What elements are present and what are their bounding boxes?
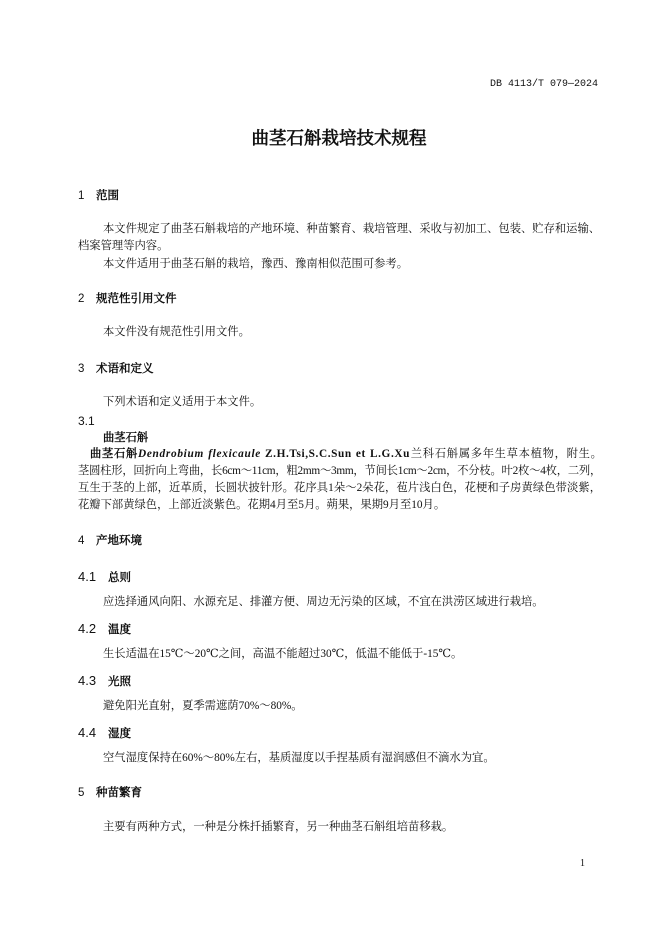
subsection-title: 光照 (108, 676, 131, 688)
section-title: 术语和定义 (96, 363, 154, 375)
paragraph-line: 空气湿度保持在60%～80%左右，基质湿度以手捏基质有湿润感但不滴水为宜。 (103, 752, 495, 764)
section-3-heading (78, 361, 154, 377)
section-5-heading (78, 785, 142, 801)
subsection-title: 总则 (108, 572, 131, 584)
latin-name: Dendrobium flexicaule (137, 448, 262, 460)
botanical-authority: Z.H.Tsi,S.C.Sun et L.G.Xu (265, 448, 411, 460)
subsection-number: 4.1 (78, 569, 97, 584)
section-title: 范围 (96, 190, 119, 202)
section-number: 4 (78, 535, 85, 547)
definition-term-ref: 曲茎石斛 (90, 448, 138, 460)
paragraph-line: 避免阳光直射，夏季需遮荫70%～80%。 (103, 700, 303, 712)
paragraph-line: 下列术语和定义适用于本文件。 (103, 396, 262, 408)
page-number: 1 (580, 858, 585, 869)
paragraph-line: 本文件没有规范性引用文件。 (103, 326, 250, 338)
section-4-heading (78, 533, 142, 549)
term-name: 曲茎石斛 (103, 432, 149, 444)
subsection-4-4-heading (78, 725, 131, 742)
section-2-heading (78, 291, 177, 307)
section-number: 3 (78, 363, 85, 375)
section-number: 5 (78, 787, 85, 799)
definition-text: 兰科石斛属多年生草本植物，附生。 (410, 448, 602, 460)
subsection-number: 4.4 (78, 725, 97, 740)
paragraph-line: 本文件适用于曲茎石斛的栽培，豫西、豫南相似范围可参考。 (103, 258, 409, 270)
definition-line (90, 446, 602, 463)
document-title: 曲茎石斛栽培技术规程 (251, 128, 427, 148)
subsection-4-2-heading (78, 621, 131, 638)
section-number: 1 (78, 190, 85, 202)
section-number: 2 (78, 293, 85, 305)
section-1-heading (78, 188, 119, 204)
term-number: 3.1 (78, 414, 95, 428)
paragraph-line: 档案管理等内容。 (78, 240, 169, 252)
paragraph-line: 本文件规定了曲茎石斛栽培的产地环境、种苗繁育、栽培管理、采收与初加工、包装、贮存和运输、 (103, 223, 601, 235)
subsection-title: 湿度 (108, 728, 131, 740)
section-title: 产地环境 (96, 535, 142, 547)
definition-line: 茎圆柱形，回折向上弯曲，长6cm～11cm，粗2mm～3mm，节间长1cm～2cm，不分枝。叶2枚～4枚，二列， (78, 465, 601, 477)
subsection-number: 4.2 (78, 621, 97, 636)
paragraph-line: 生长适温在15℃～20℃之间，高温不能超过30℃，低温不能低于-15℃。 (103, 648, 463, 660)
section-title: 规范性引用文件 (96, 293, 177, 305)
definition-line: 互生于茎的上部，近革质，长圆状披针形。花序具1朵～2朵花，苞片浅白色，花梗和子房黄绿色带淡紫， (78, 482, 601, 494)
subsection-title: 温度 (108, 624, 131, 636)
paragraph-line: 主要有两种方式，一种是分株扦插繁育，另一种曲茎石斛组培苗移栽。 (103, 821, 454, 833)
subsection-number: 4.3 (78, 673, 97, 688)
document-code: DB 4113/T 079—2024 (489, 79, 598, 90)
subsection-4-3-heading (78, 673, 131, 690)
section-title: 种苗繁育 (96, 787, 142, 799)
paragraph-line: 应选择通风向阳、水源充足、排灌方便、周边无污染的区域，不宜在洪涝区域进行栽培。 (103, 596, 544, 608)
subsection-4-1-heading (78, 569, 131, 586)
definition-line: 花瓣下部黄绿色，上部近淡紫色。花期4月至5月。蒴果，果期9月至10月。 (78, 499, 446, 511)
